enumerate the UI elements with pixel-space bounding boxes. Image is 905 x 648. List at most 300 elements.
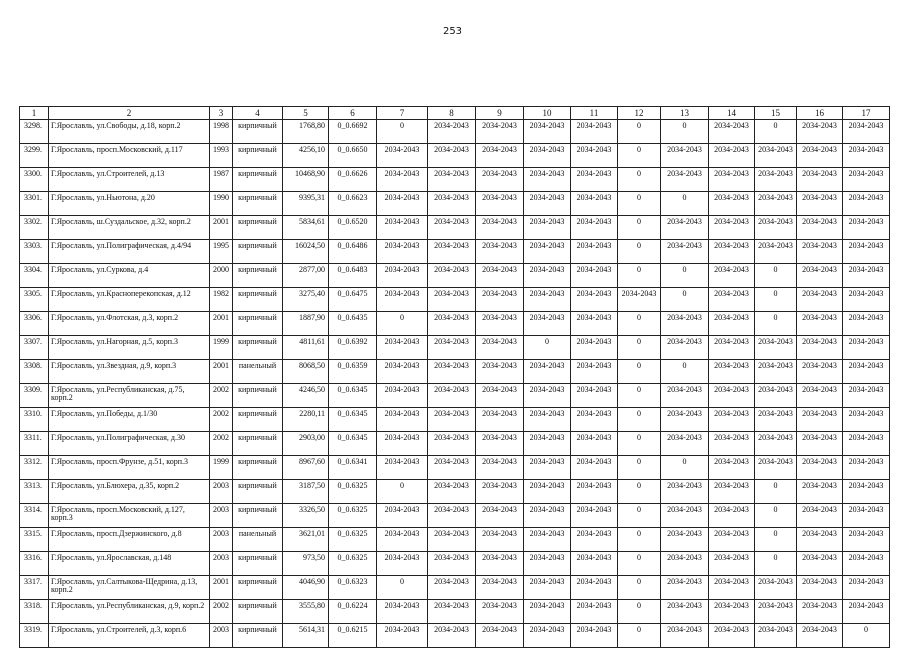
table-row [20, 264, 890, 288]
cell-wall-material: кирпичный [233, 456, 283, 480]
cell-period-col-8: 2034-2043 [428, 408, 476, 432]
cell-address: Г.Ярославль, просп.Московский, д.127, корп.3 [49, 504, 210, 528]
cell-coefficient: 0_0.6215 [329, 624, 377, 648]
cell-period-col-17: 2034-2043 [843, 336, 890, 360]
cell-period-col-16: 2034-2043 [797, 288, 843, 312]
cell-coefficient: 0_0.6475 [329, 288, 377, 312]
cell-period-col-17: 2034-2043 [843, 600, 890, 624]
cell-period-col-16: 2034-2043 [797, 192, 843, 216]
cell-address: Г.Ярославль, ул.Свободы, д.18, корп.2 [49, 120, 210, 144]
cell-period-col-11: 2034-2043 [571, 264, 618, 288]
cell-period-col-11: 2034-2043 [571, 624, 618, 648]
cell-period-col-10: 2034-2043 [524, 120, 571, 144]
cell-period-col-16: 2034-2043 [797, 528, 843, 552]
cell-period-col-12: 0 [618, 120, 661, 144]
cell-coefficient: 0_0.6345 [329, 432, 377, 456]
cell-period-col-15: 2034-2043 [755, 168, 797, 192]
cell-period-col-8: 2034-2043 [428, 624, 476, 648]
cell-wall-material: кирпичный [233, 384, 283, 408]
cell-year-built: 2002 [210, 384, 233, 408]
cell-period-col-13: 2034-2043 [661, 552, 709, 576]
cell-period-col-7: 2034-2043 [377, 288, 428, 312]
cell-period-col-14: 2034-2043 [709, 168, 755, 192]
cell-row-number: 3305. [20, 288, 49, 312]
cell-period-col-14: 2034-2043 [709, 504, 755, 528]
cell-period-col-12: 0 [618, 216, 661, 240]
cell-address: Г.Ярославль, ул.Суркова, д.4 [49, 264, 210, 288]
cell-address: Г.Ярославль, ул.Республиканская, д.75, корп.2 [49, 384, 210, 408]
cell-period-col-15: 2034-2043 [755, 456, 797, 480]
cell-period-col-9: 2034-2043 [476, 576, 524, 600]
cell-period-col-15: 2034-2043 [755, 600, 797, 624]
cell-row-number: 3308. [20, 360, 49, 384]
cell-period-col-9: 2034-2043 [476, 528, 524, 552]
cell-area: 2877,00 [283, 264, 329, 288]
cell-period-col-17: 2034-2043 [843, 144, 890, 168]
cell-period-col-16: 2034-2043 [797, 624, 843, 648]
cell-period-col-11: 2034-2043 [571, 192, 618, 216]
cell-row-number: 3317. [20, 576, 49, 600]
column-number-10: 10 [524, 107, 571, 120]
cell-year-built: 2002 [210, 408, 233, 432]
cell-period-col-15: 2034-2043 [755, 144, 797, 168]
cell-wall-material: кирпичный [233, 480, 283, 504]
column-number-2: 2 [49, 107, 210, 120]
cell-period-col-10: 2034-2043 [524, 408, 571, 432]
cell-period-col-10: 2034-2043 [524, 216, 571, 240]
cell-period-col-9: 2034-2043 [476, 480, 524, 504]
cell-period-col-15: 0 [755, 120, 797, 144]
cell-period-col-7: 2034-2043 [377, 432, 428, 456]
cell-year-built: 1982 [210, 288, 233, 312]
table-row [20, 576, 890, 600]
cell-address: Г.Ярославль, просп.Фрунзе, д.51, корп.3 [49, 456, 210, 480]
cell-period-col-16: 2034-2043 [797, 168, 843, 192]
cell-period-col-13: 2034-2043 [661, 216, 709, 240]
table-row [20, 456, 890, 480]
cell-year-built: 2001 [210, 216, 233, 240]
cell-period-col-14: 2034-2043 [709, 192, 755, 216]
cell-period-col-12: 0 [618, 552, 661, 576]
cell-period-col-10: 2034-2043 [524, 432, 571, 456]
register-body [20, 120, 890, 648]
cell-period-col-13: 0 [661, 288, 709, 312]
cell-area: 4811,61 [283, 336, 329, 360]
cell-period-col-17: 2034-2043 [843, 360, 890, 384]
cell-year-built: 2001 [210, 360, 233, 384]
cell-period-col-7: 2034-2043 [377, 192, 428, 216]
cell-area: 3187,50 [283, 480, 329, 504]
cell-period-col-8: 2034-2043 [428, 480, 476, 504]
cell-period-col-11: 2034-2043 [571, 528, 618, 552]
cell-period-col-13: 2034-2043 [661, 240, 709, 264]
cell-wall-material: кирпичный [233, 168, 283, 192]
cell-period-col-9: 2034-2043 [476, 192, 524, 216]
cell-period-col-9: 2034-2043 [476, 384, 524, 408]
cell-period-col-16: 2034-2043 [797, 576, 843, 600]
cell-period-col-12: 0 [618, 336, 661, 360]
column-number-9: 9 [476, 107, 524, 120]
cell-year-built: 2000 [210, 264, 233, 288]
column-number-7: 7 [377, 107, 428, 120]
cell-period-col-9: 2034-2043 [476, 336, 524, 360]
table-row [20, 600, 890, 624]
cell-period-col-7: 2034-2043 [377, 360, 428, 384]
cell-period-col-7: 2034-2043 [377, 216, 428, 240]
column-number-row [20, 107, 890, 120]
cell-area: 1887,90 [283, 312, 329, 336]
cell-wall-material: кирпичный [233, 600, 283, 624]
cell-row-number: 3303. [20, 240, 49, 264]
table-row [20, 552, 890, 576]
cell-period-col-8: 2034-2043 [428, 576, 476, 600]
cell-coefficient: 0_0.6325 [329, 552, 377, 576]
column-number-12: 12 [618, 107, 661, 120]
cell-coefficient: 0_0.6692 [329, 120, 377, 144]
cell-row-number: 3311. [20, 432, 49, 456]
cell-wall-material: кирпичный [233, 336, 283, 360]
cell-period-col-15: 2034-2043 [755, 624, 797, 648]
cell-period-col-10: 2034-2043 [524, 288, 571, 312]
cell-period-col-9: 2034-2043 [476, 120, 524, 144]
cell-address: Г.Ярославль, ул.Нагорная, д.5, корп.3 [49, 336, 210, 360]
cell-period-col-14: 2034-2043 [709, 216, 755, 240]
cell-address: Г.Ярославль, ул.Салтыкова-Щедрина, д.13, корп.2 [49, 576, 210, 600]
column-number-15: 15 [755, 107, 797, 120]
cell-period-col-15: 0 [755, 288, 797, 312]
cell-wall-material: кирпичный [233, 240, 283, 264]
cell-period-col-12: 0 [618, 432, 661, 456]
cell-period-col-7: 2034-2043 [377, 408, 428, 432]
cell-year-built: 1999 [210, 336, 233, 360]
cell-period-col-13: 2034-2043 [661, 576, 709, 600]
cell-coefficient: 0_0.6224 [329, 600, 377, 624]
cell-period-col-14: 2034-2043 [709, 552, 755, 576]
cell-row-number: 3300. [20, 168, 49, 192]
cell-period-col-7: 2034-2043 [377, 504, 428, 528]
cell-period-col-10: 0 [524, 336, 571, 360]
cell-period-col-17: 2034-2043 [843, 264, 890, 288]
cell-period-col-8: 2034-2043 [428, 360, 476, 384]
cell-wall-material: кирпичный [233, 216, 283, 240]
cell-period-col-17: 2034-2043 [843, 384, 890, 408]
cell-period-col-9: 2034-2043 [476, 216, 524, 240]
cell-period-col-11: 2034-2043 [571, 120, 618, 144]
cell-period-col-9: 2034-2043 [476, 624, 524, 648]
cell-period-col-11: 2034-2043 [571, 504, 618, 528]
cell-area: 5834,61 [283, 216, 329, 240]
cell-period-col-13: 2034-2043 [661, 480, 709, 504]
cell-period-col-17: 2034-2043 [843, 216, 890, 240]
cell-period-col-12: 0 [618, 480, 661, 504]
cell-period-col-16: 2034-2043 [797, 432, 843, 456]
cell-coefficient: 0_0.6325 [329, 480, 377, 504]
cell-coefficient: 0_0.6341 [329, 456, 377, 480]
cell-period-col-8: 2034-2043 [428, 240, 476, 264]
cell-period-col-13: 2034-2043 [661, 144, 709, 168]
column-number-17: 17 [843, 107, 890, 120]
cell-coefficient: 0_0.6435 [329, 312, 377, 336]
cell-period-col-11: 2034-2043 [571, 576, 618, 600]
table-row [20, 312, 890, 336]
cell-period-col-16: 2034-2043 [797, 312, 843, 336]
cell-area: 3326,50 [283, 504, 329, 528]
cell-period-col-10: 2034-2043 [524, 264, 571, 288]
cell-period-col-9: 2034-2043 [476, 264, 524, 288]
cell-area: 8967,60 [283, 456, 329, 480]
cell-period-col-8: 2034-2043 [428, 144, 476, 168]
cell-period-col-7: 2034-2043 [377, 624, 428, 648]
cell-period-col-17: 2034-2043 [843, 480, 890, 504]
cell-period-col-15: 2034-2043 [755, 576, 797, 600]
cell-period-col-16: 2034-2043 [797, 360, 843, 384]
cell-wall-material: кирпичный [233, 432, 283, 456]
column-number-14: 14 [709, 107, 755, 120]
cell-row-number: 3315. [20, 528, 49, 552]
table-row [20, 168, 890, 192]
cell-period-col-12: 0 [618, 312, 661, 336]
cell-period-col-15: 2034-2043 [755, 384, 797, 408]
cell-year-built: 2002 [210, 432, 233, 456]
cell-period-col-7: 0 [377, 312, 428, 336]
cell-period-col-8: 2034-2043 [428, 456, 476, 480]
cell-period-col-9: 2034-2043 [476, 504, 524, 528]
cell-period-col-15: 2034-2043 [755, 240, 797, 264]
cell-period-col-16: 2034-2043 [797, 120, 843, 144]
cell-period-col-14: 2034-2043 [709, 288, 755, 312]
cell-wall-material: кирпичный [233, 408, 283, 432]
cell-coefficient: 0_0.6325 [329, 504, 377, 528]
cell-address: Г.Ярославль, просп.Московский, д.117 [49, 144, 210, 168]
cell-period-col-16: 2034-2043 [797, 456, 843, 480]
cell-address: Г.Ярославль, ул.Звездная, д.9, корп.3 [49, 360, 210, 384]
cell-period-col-17: 0 [843, 624, 890, 648]
cell-period-col-7: 0 [377, 480, 428, 504]
cell-period-col-7: 2034-2043 [377, 144, 428, 168]
cell-period-col-14: 2034-2043 [709, 360, 755, 384]
cell-row-number: 3314. [20, 504, 49, 528]
cell-period-col-7: 2034-2043 [377, 264, 428, 288]
cell-period-col-11: 2034-2043 [571, 360, 618, 384]
cell-wall-material: кирпичный [233, 264, 283, 288]
cell-wall-material: кирпичный [233, 120, 283, 144]
table-row [20, 384, 890, 408]
cell-period-col-9: 2034-2043 [476, 288, 524, 312]
table-row [20, 336, 890, 360]
cell-period-col-11: 2034-2043 [571, 168, 618, 192]
cell-row-number: 3302. [20, 216, 49, 240]
cell-period-col-11: 2034-2043 [571, 432, 618, 456]
page-number: 253 [442, 26, 463, 37]
cell-period-col-15: 2034-2043 [755, 432, 797, 456]
cell-address: Г.Ярославль, ул.Строителей, д.3, корп.6 [49, 624, 210, 648]
cell-row-number: 3312. [20, 456, 49, 480]
cell-period-col-12: 0 [618, 192, 661, 216]
cell-period-col-8: 2034-2043 [428, 600, 476, 624]
cell-period-col-12: 0 [618, 384, 661, 408]
cell-period-col-12: 0 [618, 264, 661, 288]
cell-address: Г.Ярославль, ул.Ярославская, д.148 [49, 552, 210, 576]
cell-period-col-14: 2034-2043 [709, 576, 755, 600]
cell-coefficient: 0_0.6520 [329, 216, 377, 240]
cell-period-col-13: 2034-2043 [661, 312, 709, 336]
cell-address: Г.Ярославль, ул.Строителей, д.13 [49, 168, 210, 192]
cell-period-col-13: 2034-2043 [661, 384, 709, 408]
cell-period-col-9: 2034-2043 [476, 168, 524, 192]
cell-area: 9395,31 [283, 192, 329, 216]
cell-row-number: 3319. [20, 624, 49, 648]
cell-period-col-16: 2034-2043 [797, 552, 843, 576]
cell-period-col-9: 2034-2043 [476, 360, 524, 384]
cell-area: 4046,90 [283, 576, 329, 600]
cell-period-col-14: 2034-2043 [709, 624, 755, 648]
cell-period-col-15: 0 [755, 528, 797, 552]
cell-wall-material: кирпичный [233, 552, 283, 576]
cell-period-col-17: 2034-2043 [843, 240, 890, 264]
cell-period-col-12: 0 [618, 408, 661, 432]
cell-period-col-17: 2034-2043 [843, 456, 890, 480]
cell-year-built: 2002 [210, 600, 233, 624]
cell-address: Г.Ярославль, ул.Полиграфическая, д.30 [49, 432, 210, 456]
cell-period-col-8: 2034-2043 [428, 528, 476, 552]
cell-year-built: 2003 [210, 528, 233, 552]
cell-year-built: 2003 [210, 552, 233, 576]
cell-period-col-8: 2034-2043 [428, 312, 476, 336]
cell-period-col-7: 2034-2043 [377, 384, 428, 408]
cell-period-col-14: 2034-2043 [709, 240, 755, 264]
cell-period-col-13: 2034-2043 [661, 408, 709, 432]
cell-row-number: 3318. [20, 600, 49, 624]
cell-period-col-10: 2034-2043 [524, 576, 571, 600]
cell-wall-material: кирпичный [233, 576, 283, 600]
cell-period-col-11: 2034-2043 [571, 384, 618, 408]
column-number-6: 6 [329, 107, 377, 120]
cell-year-built: 2001 [210, 576, 233, 600]
cell-period-col-15: 0 [755, 552, 797, 576]
table-row [20, 144, 890, 168]
cell-coefficient: 0_0.6626 [329, 168, 377, 192]
table-row [20, 120, 890, 144]
cell-area: 1768,80 [283, 120, 329, 144]
cell-period-col-16: 2034-2043 [797, 144, 843, 168]
cell-wall-material: панельный [233, 528, 283, 552]
cell-area: 2280,11 [283, 408, 329, 432]
cell-period-col-12: 0 [618, 360, 661, 384]
cell-year-built: 1998 [210, 120, 233, 144]
cell-period-col-14: 2034-2043 [709, 144, 755, 168]
cell-row-number: 3316. [20, 552, 49, 576]
cell-address: Г.Ярославль, ул.Республиканская, д.9, корп.2 [49, 600, 210, 624]
cell-period-col-11: 2034-2043 [571, 456, 618, 480]
column-number-8: 8 [428, 107, 476, 120]
cell-period-col-17: 2034-2043 [843, 432, 890, 456]
cell-period-col-14: 2034-2043 [709, 264, 755, 288]
table-row [20, 408, 890, 432]
cell-period-col-12: 0 [618, 600, 661, 624]
cell-period-col-17: 2034-2043 [843, 552, 890, 576]
cell-period-col-13: 2034-2043 [661, 624, 709, 648]
column-number-11: 11 [571, 107, 618, 120]
cell-period-col-11: 2034-2043 [571, 216, 618, 240]
cell-period-col-17: 2034-2043 [843, 192, 890, 216]
cell-period-col-11: 2034-2043 [571, 408, 618, 432]
cell-period-col-11: 2034-2043 [571, 144, 618, 168]
cell-wall-material: кирпичный [233, 192, 283, 216]
cell-coefficient: 0_0.6345 [329, 384, 377, 408]
cell-area: 3555,80 [283, 600, 329, 624]
cell-address: Г.Ярославль, ул.Красноперекопская, д.12 [49, 288, 210, 312]
table-row [20, 288, 890, 312]
cell-period-col-14: 2034-2043 [709, 336, 755, 360]
cell-period-col-10: 2034-2043 [524, 600, 571, 624]
cell-period-col-10: 2034-2043 [524, 504, 571, 528]
cell-period-col-7: 2034-2043 [377, 168, 428, 192]
cell-wall-material: кирпичный [233, 624, 283, 648]
cell-period-col-12: 0 [618, 168, 661, 192]
cell-year-built: 1999 [210, 456, 233, 480]
cell-period-col-8: 2034-2043 [428, 192, 476, 216]
cell-area: 8068,50 [283, 360, 329, 384]
cell-row-number: 3299. [20, 144, 49, 168]
table-row [20, 504, 890, 528]
cell-period-col-10: 2034-2043 [524, 360, 571, 384]
cell-period-col-12: 0 [618, 456, 661, 480]
cell-period-col-14: 2034-2043 [709, 432, 755, 456]
column-number-1: 1 [20, 107, 49, 120]
cell-period-col-15: 0 [755, 312, 797, 336]
table-row [20, 480, 890, 504]
cell-period-col-7: 0 [377, 576, 428, 600]
cell-area: 3275,40 [283, 288, 329, 312]
cell-address: Г.Ярославль, ул.Победы, д.1/30 [49, 408, 210, 432]
cell-coefficient: 0_0.6486 [329, 240, 377, 264]
table-row [20, 360, 890, 384]
cell-coefficient: 0_0.6483 [329, 264, 377, 288]
cell-coefficient: 0_0.6650 [329, 144, 377, 168]
cell-period-col-10: 2034-2043 [524, 384, 571, 408]
cell-row-number: 3304. [20, 264, 49, 288]
cell-period-col-15: 2034-2043 [755, 408, 797, 432]
table-row [20, 216, 890, 240]
cell-wall-material: кирпичный [233, 144, 283, 168]
cell-period-col-9: 2034-2043 [476, 456, 524, 480]
cell-period-col-10: 2034-2043 [524, 552, 571, 576]
cell-period-col-14: 2034-2043 [709, 456, 755, 480]
cell-period-col-13: 0 [661, 120, 709, 144]
cell-period-col-8: 2034-2043 [428, 432, 476, 456]
register-table [19, 106, 890, 648]
cell-period-col-14: 2034-2043 [709, 120, 755, 144]
cell-period-col-7: 2034-2043 [377, 528, 428, 552]
cell-period-col-13: 2034-2043 [661, 600, 709, 624]
cell-period-col-17: 2034-2043 [843, 120, 890, 144]
cell-period-col-13: 0 [661, 360, 709, 384]
cell-period-col-8: 2034-2043 [428, 504, 476, 528]
cell-address: Г.Ярославль, ул.Ньютона, д.20 [49, 192, 210, 216]
cell-period-col-7: 2034-2043 [377, 456, 428, 480]
cell-year-built: 2003 [210, 624, 233, 648]
cell-coefficient: 0_0.6345 [329, 408, 377, 432]
cell-period-col-7: 2034-2043 [377, 552, 428, 576]
cell-period-col-16: 2034-2043 [797, 336, 843, 360]
cell-period-col-7: 2034-2043 [377, 336, 428, 360]
cell-period-col-11: 2034-2043 [571, 552, 618, 576]
cell-address: Г.Ярославль, ул.Полиграфическая, д.4/94 [49, 240, 210, 264]
cell-coefficient: 0_0.6323 [329, 576, 377, 600]
cell-period-col-15: 2034-2043 [755, 192, 797, 216]
cell-period-col-10: 2034-2043 [524, 168, 571, 192]
cell-row-number: 3310. [20, 408, 49, 432]
